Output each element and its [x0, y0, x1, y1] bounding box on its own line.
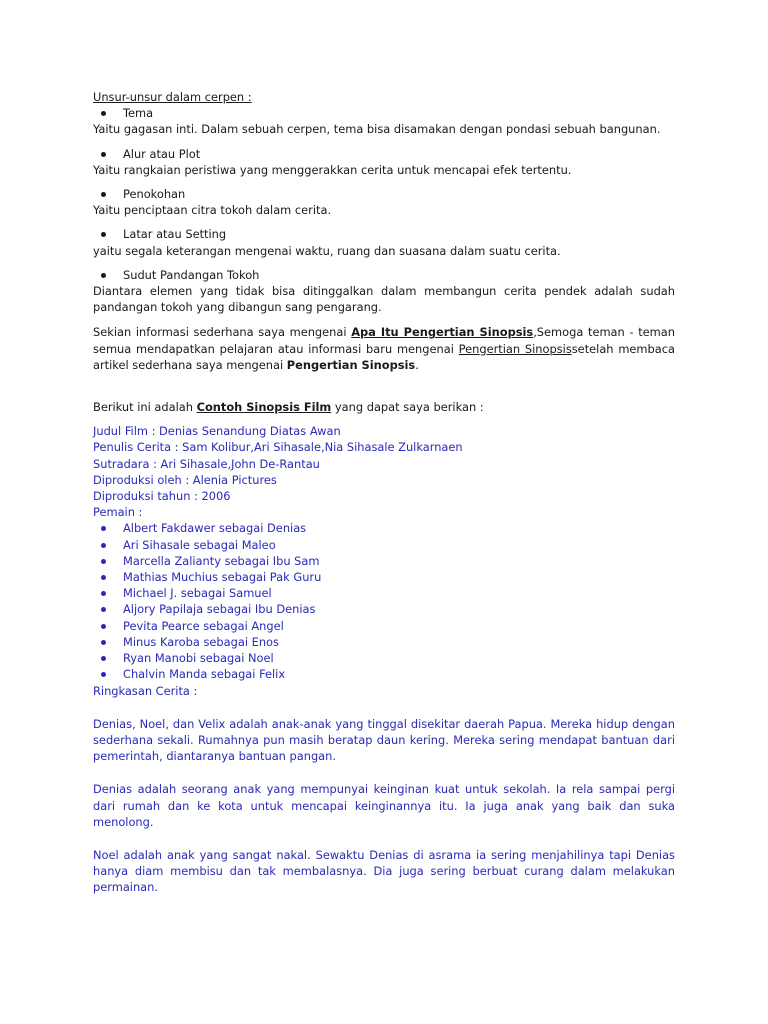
- bullet-icon: [101, 232, 106, 237]
- bullet-icon: [101, 656, 106, 661]
- list-item: [93, 650, 675, 666]
- closing-text: setelah membaca artikel sederhana saya mengenai: [93, 341, 675, 372]
- film-writer: Penulis Cerita : Sam Kolibur,Ari Sihasale,Nia Sihasale Zulkarnaen: [93, 440, 463, 455]
- closing-text: ,Semoga teman - teman semua mendapatkan pelajaran atau informasi baru mengenai: [93, 325, 675, 356]
- bold-pengertian-sinopsis: Pengertian Sinopsis: [286, 357, 416, 372]
- element-list-penokohan: [93, 186, 675, 202]
- element-title: Tema: [123, 106, 154, 121]
- list-item: [93, 569, 675, 585]
- list-item: [93, 666, 675, 682]
- list-item: [93, 537, 675, 553]
- intro-paragraph: [93, 399, 675, 415]
- element-description: Yaitu penciptaan citra tokoh dalam cerita.: [93, 203, 332, 218]
- summary-label: Ringkasan Cerita :: [93, 683, 198, 698]
- list-item: [93, 585, 675, 601]
- bullet-icon: [101, 575, 106, 580]
- list-item: [93, 618, 675, 634]
- element-title: Alur atau Plot: [123, 146, 201, 161]
- list-item: [93, 553, 675, 569]
- list-item: [93, 226, 675, 242]
- cast-member: Ari Sihasale sebagai Maleo: [123, 537, 276, 552]
- summary-paragraph: Noel adalah anak yang sangat nakal. Sewaktu Denias di asrama ia sering menjahilinya tapi Denias hanya diam membisu dan tak membalasnya. Dia juga sering berbuat curang dalam melakukan permainan.: [93, 847, 675, 895]
- cast-member: Minus Karoba sebagai Enos: [123, 634, 279, 649]
- element-list-alur: [93, 146, 675, 162]
- cast-member: Albert Fakdawer sebagai Denias: [123, 521, 307, 536]
- list-item: [93, 634, 675, 650]
- cast-member: Pevita Pearce sebagai Angel: [123, 618, 284, 633]
- cast-list: [93, 520, 675, 682]
- element-description: Yaitu gagasan inti. Dalam sebuah cerpen, tema bisa disamakan dengan pondasi sebuah bangunan.: [93, 122, 661, 137]
- bullet-icon: [101, 672, 106, 677]
- cast-member: Ryan Manobi sebagai Noel: [123, 651, 274, 666]
- film-details: [93, 423, 675, 895]
- bullet-icon: [101, 111, 106, 116]
- document-content: [93, 89, 675, 896]
- list-item: [93, 520, 675, 536]
- section-heading: Unsur-unsur dalam cerpen :: [93, 90, 252, 104]
- film-title: Judul Film : Denias Senandung Diatas Awan: [93, 424, 341, 439]
- bullet-icon: [101, 607, 106, 612]
- bullet-icon: [101, 624, 106, 629]
- link-contoh-sinopsis-film[interactable]: Contoh Sinopsis Film: [196, 400, 332, 415]
- intro-text: Berikut ini adalah: [93, 400, 197, 415]
- list-item: [93, 267, 675, 283]
- link-apa-itu-pengertian-sinopsis[interactable]: Apa Itu Pengertian Sinopsis: [351, 325, 534, 340]
- cast-member: Mathias Muchius sebagai Pak Guru: [123, 570, 322, 585]
- element-title: Sudut Pandangan Tokoh: [123, 267, 260, 282]
- list-item: [93, 601, 675, 617]
- bullet-icon: [101, 591, 106, 596]
- element-list-tema: [93, 105, 675, 121]
- film-producer: Diproduksi oleh : Alenia Pictures: [93, 472, 277, 487]
- cast-label: Pemain :: [93, 505, 143, 520]
- summary-paragraph: Denias adalah seorang anak yang mempunyai keinginan kuat untuk sekolah. Ia rela sampai pergi dari rumah dan ke kota untuk mencapai keinginannya itu. Ia juga anak yang baik dan suka menolong.: [93, 782, 675, 829]
- film-director: Sutradara : Ari Sihasale,John De-Rantau: [93, 456, 320, 471]
- summary-paragraph: Denias, Noel, dan Velix adalah anak-anak yang tinggal disekitar daerah Papua. Mereka hidup dengan sederhana sekali. Rumahnya pun masih beratap daun kering. Mereka sering mendapat bantuan dari pemerintah, diantaranya bantuan pangan.: [93, 716, 675, 764]
- element-description: Yaitu rangkaian peristiwa yang menggerakkan cerita untuk mencapai efek tertentu.: [93, 162, 572, 177]
- cast-member: Marcella Zalianty sebagai Ibu Sam: [123, 553, 320, 568]
- bullet-icon: [101, 152, 106, 157]
- bullet-icon: [101, 526, 106, 531]
- cast-member: Aljory Papilaja sebagai Ibu Denias: [123, 602, 316, 617]
- closing-paragraph: [93, 324, 675, 373]
- link-pengertian-sinopsis[interactable]: Pengertian Sinopsis: [458, 341, 572, 356]
- bullet-icon: [101, 559, 106, 564]
- list-item: [93, 146, 675, 162]
- element-title: Latar atau Setting: [123, 227, 227, 242]
- element-list-latar: [93, 226, 675, 242]
- bullet-icon: [101, 640, 106, 645]
- cast-member: Chalvin Manda sebagai Felix: [123, 667, 286, 682]
- element-description: yaitu segala keterangan mengenai waktu, ruang dan suasana dalam suatu cerita.: [93, 243, 561, 258]
- list-item: [93, 186, 675, 202]
- element-list-sudut-pandangan: [93, 267, 675, 283]
- bullet-icon: [101, 273, 106, 278]
- film-year: Diproduksi tahun : 2006: [93, 489, 231, 504]
- bullet-icon: [101, 543, 106, 548]
- element-description: Diantara elemen yang tidak bisa ditinggalkan dalam membangun cerita pendek adalah sudah pandangan tokoh yang dibangun sang pengarang.: [93, 284, 675, 315]
- closing-text: Sekian informasi sederhana saya mengenai: [93, 325, 352, 340]
- element-title: Penokohan: [123, 187, 186, 202]
- closing-text: .: [415, 357, 419, 372]
- cast-member: Michael J. sebagai Samuel: [123, 586, 272, 601]
- intro-text: yang dapat saya berikan :: [331, 400, 484, 415]
- list-item: [93, 105, 675, 121]
- bullet-icon: [101, 192, 106, 197]
